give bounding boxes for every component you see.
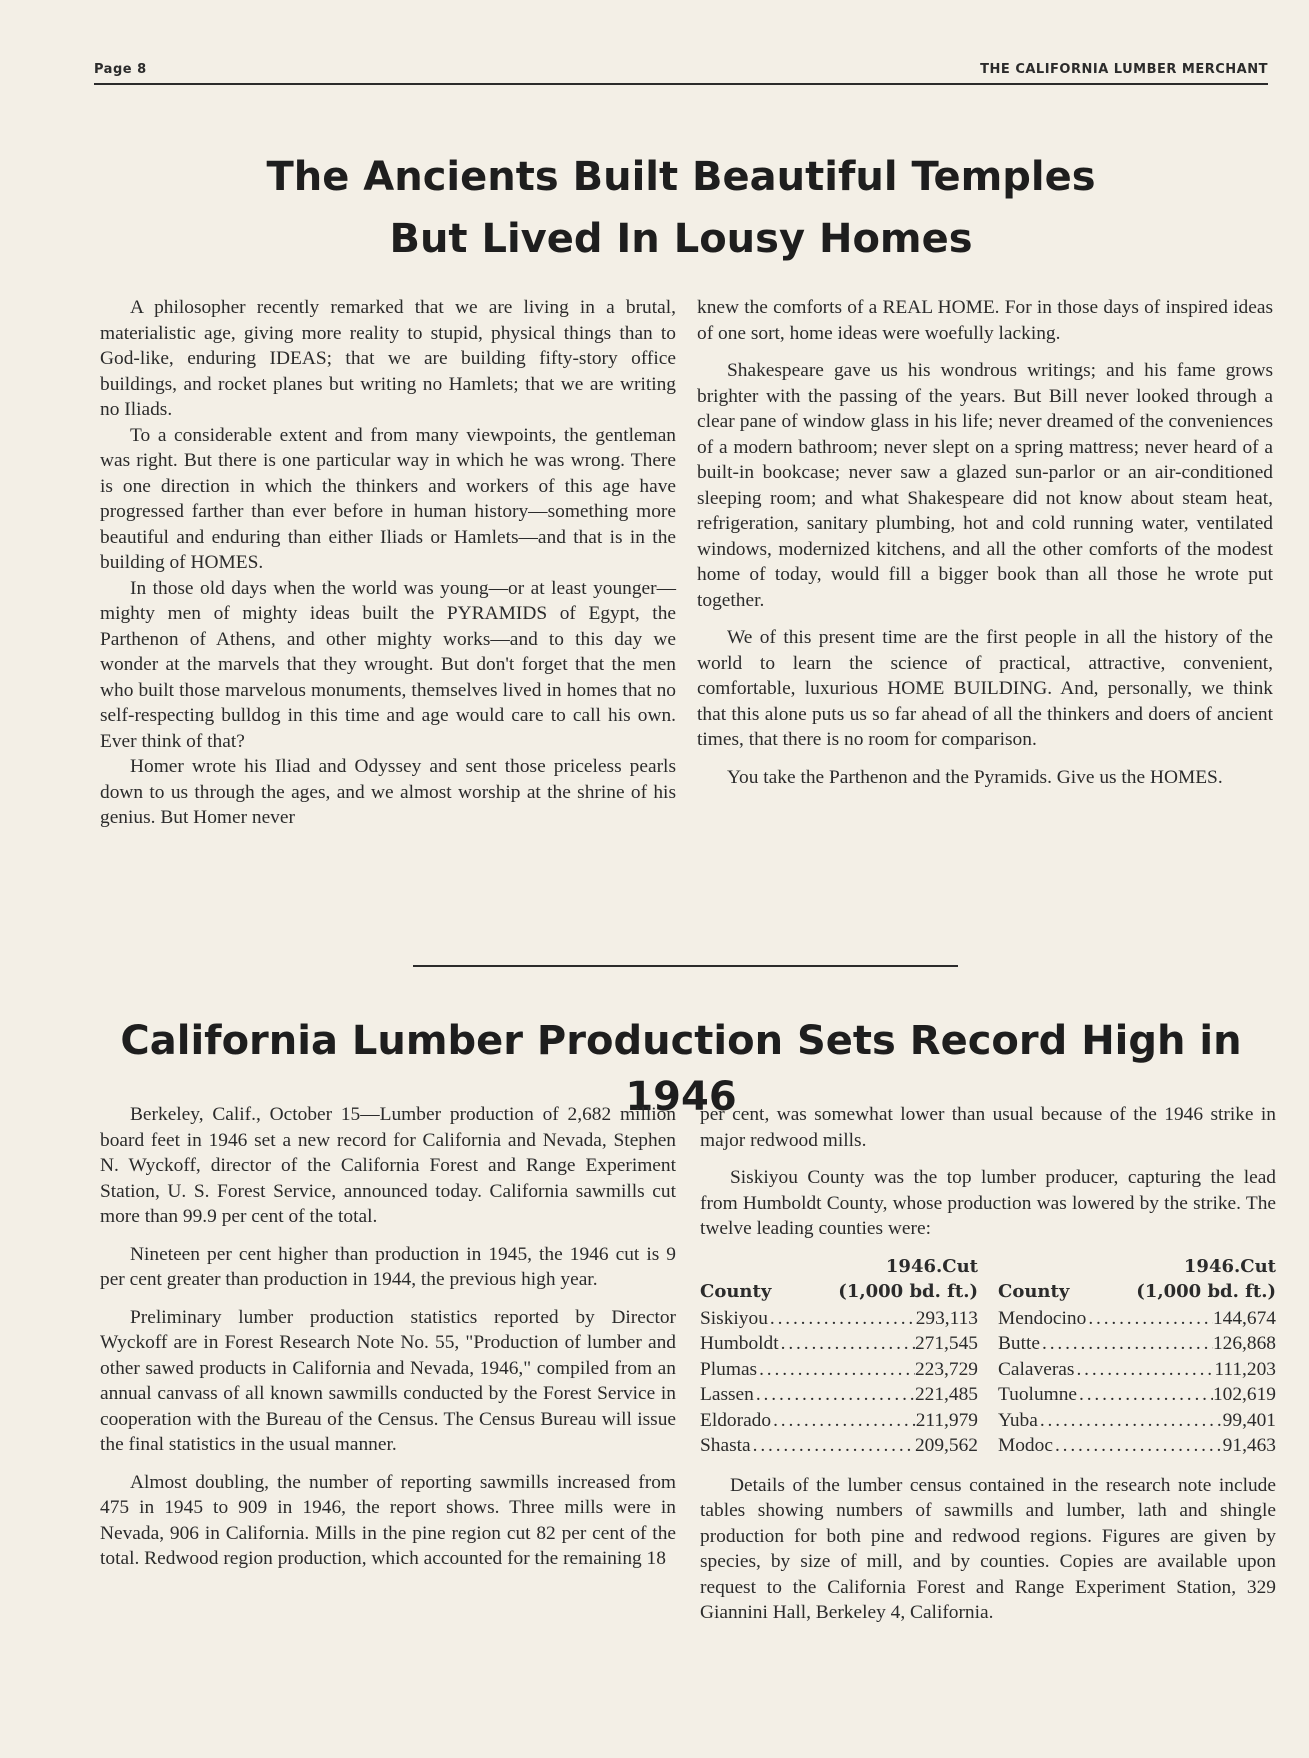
- county-name: Lassen: [700, 1384, 754, 1405]
- county-cut: 211,979: [915, 1409, 978, 1431]
- county-name: Butte: [998, 1333, 1041, 1354]
- page-number: Page 8: [94, 62, 147, 77]
- column-header-year: 1946.Cut: [1183, 1255, 1276, 1277]
- running-header: [94, 62, 1268, 85]
- table-row: [700, 1433, 978, 1459]
- county-name: Calaveras: [998, 1358, 1075, 1380]
- county-cut: 293,113: [915, 1307, 978, 1329]
- column-header-county: County: [998, 1281, 1070, 1302]
- county-name: Shasta: [700, 1435, 751, 1456]
- table-row: [998, 1433, 1276, 1459]
- column-header-year: 1946.Cut: [885, 1255, 978, 1277]
- county-table-right: [998, 1254, 1276, 1459]
- article1-paragraph: We of this present time are the first people in all the history of the world to learn the science of practical, attractive, convenient, comfortable, luxurious HOME BUILDING. And, personally, we think that this alone puts us so far ahead of all the thinkers and doers of ancient times, that there is no room for comparison.: [697, 627, 1273, 750]
- column-header-county: County: [700, 1281, 772, 1302]
- county-name: Yuba: [998, 1409, 1038, 1431]
- county-cut: 111,203: [1214, 1358, 1276, 1380]
- article1-headline: [94, 146, 1268, 270]
- article1-paragraph: Shakespeare gave us his wondrous writings; and his fame grows brighter with the passing of the years. But Bill never looked through a clear pane of window glass in his life; never dreamed of the conveniences of a modern bathroom; never slept on a spring mattress; never heard of a built-in bookcase; never saw a glazed sun-parlor or an air-conditioned sleeping room; and what Shakespeare did not know about steam heat, refrigeration, sanitary plumbing, hot and cold running water, ventilated windows, modernized kitchens, and all the other comforts of the modest home of today, would fill a bigger book than all those he wrote put together.: [697, 360, 1273, 611]
- county-name: Modoc: [998, 1435, 1053, 1456]
- county-name: Eldorado: [700, 1409, 772, 1431]
- article1-headline-line1: The Ancients Built Beautiful Temples: [266, 154, 1096, 200]
- table-row: [700, 1408, 978, 1434]
- table-row: [998, 1331, 1276, 1357]
- article1-right-column: [697, 295, 1273, 790]
- article1-paragraph: You take the Parthenon and the Pyramids. Give us the HOMES.: [727, 766, 1223, 788]
- county-name: Mendocino: [998, 1307, 1087, 1329]
- county-cut: 221,485: [914, 1384, 978, 1405]
- county-cut: 144,674: [1212, 1307, 1276, 1329]
- county-name: Plumas: [700, 1358, 758, 1380]
- article2-left-column: [100, 1102, 676, 1572]
- county-table-left: [700, 1254, 978, 1459]
- county-name: Tuolumne: [998, 1384, 1078, 1405]
- article1-left-column: [100, 295, 676, 831]
- county-cut: 102,619: [1212, 1384, 1276, 1405]
- table-row: [998, 1306, 1276, 1332]
- article1-paragraph: In those old days when the world was young—or at least younger—mighty men of mighty ideas built the PYRAMIDS of Egypt, the Parthenon of Athens, and other mighty works—and to this day we wonder at the marvels that they wrought. But don't forget that the men who built those marvelous monuments, themselves lived in homes that no self-respecting bulldog in this time and age would care to call his own. Ever think of that?: [100, 577, 676, 752]
- publication-name: THE CALIFORNIA LUMBER MERCHANT: [980, 62, 1268, 77]
- county-name: Humboldt: [700, 1333, 779, 1354]
- article1-paragraph: To a considerable extent and from many viewpoints, the gentleman was right. But there is one particular way in which he was wrong. There is one direction in which the thinkers and workers of this age have progressed farther than ever before in human history—something more beautiful and enduring than either Iliads or Hamlets—and that is in the building of HOMES.: [100, 424, 676, 573]
- county-cut: 99,401: [1222, 1409, 1276, 1431]
- article2-paragraph: Preliminary lumber production statistics reported by Director Wyckoff are in Forest Research Note No. 55, "Production of lumber and other sawed products in California and Nevada, 1946," compiled from an annual canvass of all known sawmills conducted by the Forest Service in cooperation with the Bureau of the Census. The Census Bureau will issue the final statistics in the usual manner.: [100, 1306, 676, 1455]
- table-row: [700, 1331, 978, 1357]
- column-header-unit: (1,000 bd. ft.): [838, 1281, 978, 1302]
- county-cut: 271,545: [914, 1333, 978, 1354]
- table-row: [700, 1306, 978, 1332]
- article2-paragraph: Berkeley, Calif., October 15—Lumber production of 2,682 million board feet in 1946 set a new record for California and Nevada, Stephen N. Wyckoff, director of the California Forest and Range Experiment Station, U. S. Forest Service, announced today. California sawmills cut more than 99.9 per cent of the total.: [100, 1104, 676, 1227]
- county-cut: 91,463: [1222, 1435, 1276, 1456]
- county-cut: 223,729: [914, 1358, 978, 1380]
- county-cut: 126,868: [1212, 1333, 1276, 1354]
- article2-paragraph: Almost doubling, the number of reporting sawmills increased from 475 in 1945 to 909 in 1946, the report shows. Three mills were in Nevada, 906 in California. Mills in the pine region cut 82 per cent of the total. Redwood region production, which accounted for the remaining 18: [100, 1471, 676, 1569]
- article-divider: [413, 965, 958, 967]
- article1-paragraph: A philosopher recently remarked that we are living in a brutal, materialistic age, giving more reality to stupid, physical things than to God-like, enduring IDEAS; that we are building fifty-story office buildings, and rocket planes but writing no Hamlets; that we are writing no Iliads.: [100, 297, 676, 420]
- article2-paragraph: per cent, was somewhat lower than usual because of the 1946 strike in major redwood mills.: [700, 1104, 1276, 1151]
- article1-paragraph: Homer wrote his Iliad and Odyssey and sent those priceless pearls down to us through the ages, and we almost worship at the shrine of his genius. But Homer never: [100, 756, 676, 828]
- article2-headline: California Lumber Production Sets Record High in 1946: [120, 1018, 1242, 1120]
- county-production-table: [700, 1254, 1276, 1459]
- column-header-unit: (1,000 bd. ft.): [1136, 1281, 1276, 1302]
- article2-paragraph: Details of the lumber census contained in the research note include tables showing numbers of sawmills and lumber, lath and shingle production for both pine and redwood regions. Figures are given by species, by size of mill, and by counties. Copies are available upon request to the California Forest and Range Experiment Station, 329 Giannini Hall, Berkeley 4, California.: [700, 1474, 1276, 1623]
- county-cut: 209,562: [914, 1435, 978, 1456]
- article1-paragraph: knew the comforts of a REAL HOME. For in those days of inspired ideas of one sort, home ideas were woefully lacking.: [697, 297, 1273, 344]
- article2-right-column: [700, 1102, 1276, 1626]
- article1-headline-line2: But Lived In Lousy Homes: [389, 216, 973, 262]
- county-name: Siskiyou: [700, 1307, 768, 1329]
- table-row: [700, 1382, 978, 1408]
- table-row: [998, 1382, 1276, 1408]
- table-row: [700, 1357, 978, 1383]
- table-row: [998, 1357, 1276, 1383]
- table-row: [998, 1408, 1276, 1434]
- article2-paragraph: Siskiyou County was the top lumber producer, capturing the lead from Humboldt County, whose production was lowered by the strike. The twelve leading counties were:: [700, 1167, 1276, 1239]
- article2-paragraph: Nineteen per cent higher than production in 1945, the 1946 cut is 9 per cent greater than production in 1944, the previous high year.: [100, 1243, 676, 1290]
